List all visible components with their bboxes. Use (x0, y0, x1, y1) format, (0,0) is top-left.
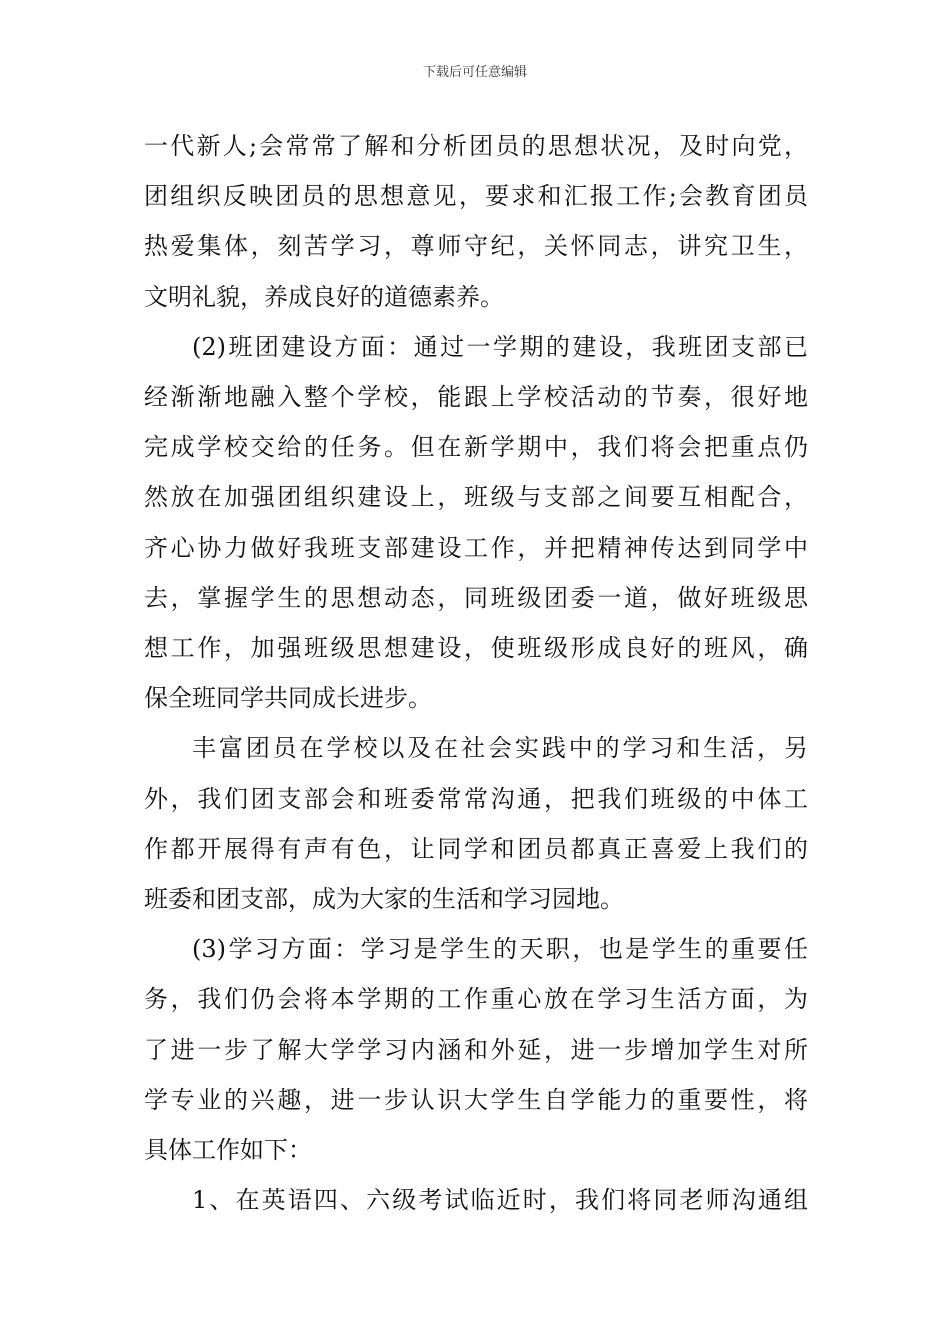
text-line: 齐心协力做好我班支部建设工作，并把精神传达到同学中 (144, 534, 808, 562)
text-line: 保全班同学共同成长进步。 (144, 684, 432, 712)
text-line: 热爱集体，刻苦学习，尊师守纪，关怀同志，讲究卫生， (144, 232, 808, 260)
text-line: 学专业的兴趣，进一步认识大学生自学能力的重要性，将 (144, 1086, 808, 1114)
text-line: 务，我们仍会将本学期的工作重心放在学习生活方面，为 (144, 985, 808, 1013)
text-line: 完成学校交给的任务。但在新学期中，我们将会把重点仍 (144, 433, 808, 461)
text-line: 去，掌握学生的思想动态，同班级团委一道，做好班级思 (144, 584, 808, 612)
text-line: 班委和团支部，成为大家的生活和学习园地。 (144, 885, 624, 913)
page-header: 下载后可任意编辑 (422, 65, 527, 80)
text-line: 经渐渐地融入整个学校，能跟上学校活动的节奏，很好地 (144, 383, 808, 411)
text-line: 文明礼貌，养成良好的道德素养。 (144, 283, 504, 311)
text-line: 想工作，加强班级思想建设，使班级形成良好的班风，确 (144, 634, 808, 662)
text-line: 然放在加强团组织建设上，班级与支部之间要互相配合， (144, 483, 808, 511)
paragraph-start-line: (2)班团建设方面：通过一学期的建设，我班团支部已 (192, 333, 808, 361)
text-line: 团组织反映团员的思想意见，要求和汇报工作;会教育团员 (144, 182, 808, 210)
text-line: 了进一步了解大学学习内涵和外延，进一步增加学生对所 (144, 1036, 808, 1064)
text-line: 具体工作如下： (144, 1136, 312, 1164)
text-line: 一代新人;会常常了解和分析团员的思想状况，及时向党， (144, 132, 808, 160)
paragraph-start-line: 丰富团员在学校以及在社会实践中的学习和生活，另 (192, 734, 808, 762)
paragraph-start-line: (3)学习方面：学习是学生的天职，也是学生的重要任 (192, 935, 808, 963)
text-line: 作都开展得有声有色，让同学和团员都真正喜爱上我们的 (144, 835, 808, 863)
text-line: 外，我们团支部会和班委常常沟通，把我们班级的中体工 (144, 785, 808, 813)
paragraph-start-line: 1、在英语四、六级考试临近时，我们将同老师沟通组 (192, 1186, 808, 1214)
